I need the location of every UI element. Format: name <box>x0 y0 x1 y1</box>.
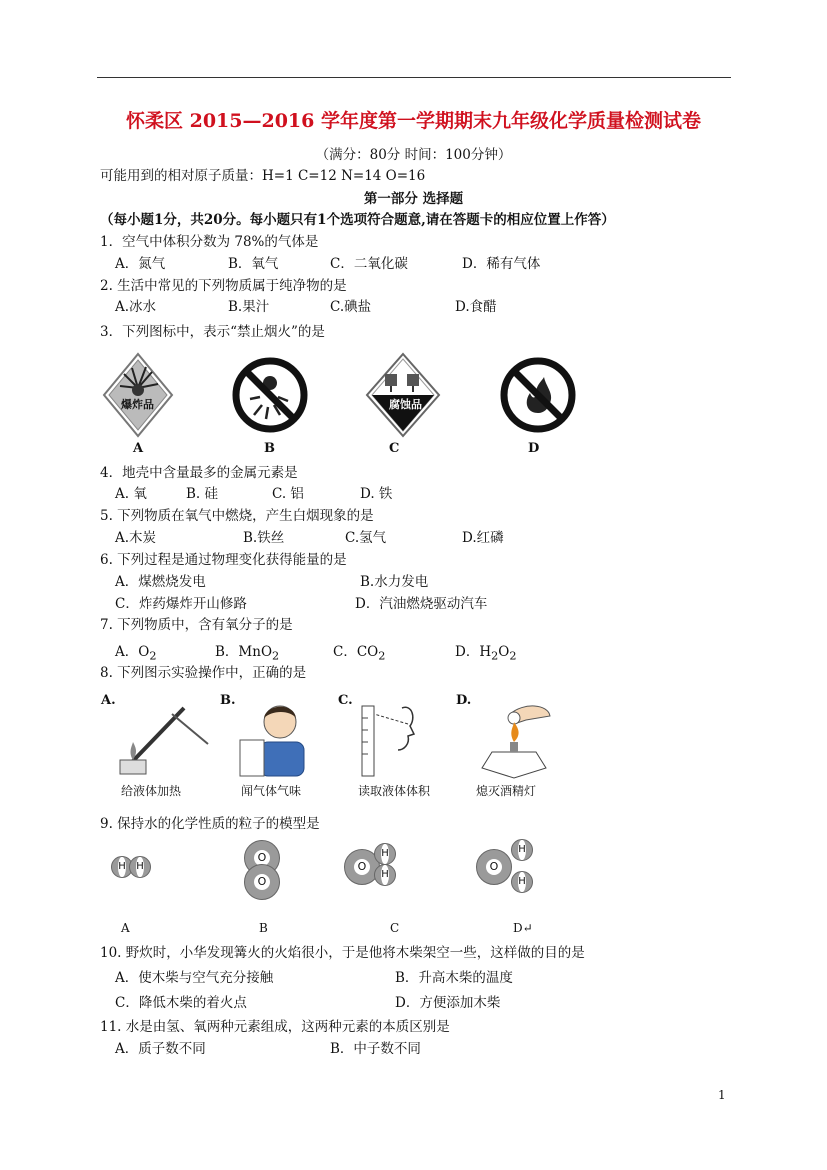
q8-letter-c: C. <box>338 693 353 708</box>
reading-volume-figure[interactable] <box>352 700 432 784</box>
q9-b-oxygen-atom-2[interactable]: O <box>244 864 280 900</box>
q9-label-b: B <box>259 921 268 935</box>
q1-option-d[interactable]: D．稀有气体 <box>462 256 541 272</box>
q4-option-c[interactable]: C. 铝 <box>272 486 304 502</box>
q4-option-b[interactable]: B. 硅 <box>186 486 219 502</box>
q10-option-a[interactable]: A．使木柴与空气充分接触 <box>115 970 274 986</box>
question-6-stem: 6. 下列过程是通过物理变化获得能量的是 <box>100 552 347 568</box>
q9-c-oxygen-atom[interactable]: O <box>344 849 380 885</box>
q7-option-d-sub2: 2 <box>509 649 517 663</box>
q1-option-b[interactable]: B．氧气 <box>228 256 279 272</box>
smelling-gas-figure[interactable] <box>238 700 310 782</box>
q6-option-d[interactable]: D．汽油燃烧驱动汽车 <box>355 596 488 612</box>
q9-a-hydrogen-atom-2[interactable]: H <box>129 856 151 878</box>
q7-option-d-sub: 2 <box>491 649 499 663</box>
header-rule <box>97 77 731 78</box>
heating-liquid-figure[interactable] <box>112 700 212 784</box>
question-11-stem: 11. 水是由氢、氧两种元素组成，这两种元素的本质区别是 <box>100 1019 450 1035</box>
question-9-stem: 9. 保持水的化学性质的粒子的模型是 <box>100 816 320 832</box>
q7-option-d-mid: O <box>498 644 510 660</box>
q8-letter-b: B. <box>220 693 236 708</box>
question-10-stem: 10. 野炊时，小华发现篝火的火焰很小，于是他将木柴架空一些，这样做的目的是 <box>100 945 585 961</box>
corrosive-sign-text: 腐蚀品 <box>389 398 422 411</box>
q7-option-b-text: B．MnO <box>215 644 273 660</box>
explosive-sign-text: 爆炸品 <box>121 398 154 411</box>
question-5-stem: 5. 下列物质在氧气中燃烧，产生白烟现象的是 <box>100 508 374 524</box>
q7-option-a-text: A．O <box>115 644 150 660</box>
q4-option-a[interactable]: A. 氧 <box>115 486 147 502</box>
q5-option-a[interactable]: A.木炭 <box>115 530 157 546</box>
q2-option-c[interactable]: C.碘盐 <box>330 299 372 315</box>
question-8-stem: 8. 下列图示实验操作中，正确的是 <box>100 665 307 681</box>
extinguishing-lamp-figure[interactable] <box>470 698 554 784</box>
q8-caption-a: 给液体加热 <box>121 784 182 798</box>
score-time: （满分：80分 时间：100分钟） <box>315 147 512 163</box>
q3-label-a: A <box>133 441 144 456</box>
q10-option-c[interactable]: C．降低木柴的着火点 <box>115 995 247 1011</box>
q3-label-d: D <box>528 441 540 456</box>
question-1-stem: 1．空气中体积分数为 78%的气体是 <box>100 234 319 250</box>
q2-option-b[interactable]: B.果汁 <box>228 299 270 315</box>
q7-option-d-text: D．H <box>455 644 492 660</box>
q8-caption-c: 读取液体体积 <box>358 784 431 798</box>
q6-option-c[interactable]: C．炸药爆炸开山修路 <box>115 596 247 612</box>
q9-c-hydrogen-atom-1[interactable]: H <box>374 843 396 865</box>
exam-title: 怀柔区 2015—2016 学年度第一学期期末九年级化学质量检测试卷 <box>126 110 701 132</box>
q5-option-d[interactable]: D.红磷 <box>462 530 504 546</box>
atomic-masses: 可能用到的相对原子质量：H=1 C=12 N=14 O=16 <box>100 168 426 184</box>
q7-option-c[interactable] <box>333 643 385 666</box>
q9-label-c: C <box>390 921 400 935</box>
q7-option-a-sub: 2 <box>149 649 157 663</box>
q1-option-c[interactable]: C．二氧化碳 <box>330 256 408 272</box>
q2-option-a[interactable]: A.冰水 <box>115 299 157 315</box>
q6-option-a[interactable]: A．煤燃烧发电 <box>115 574 206 590</box>
q2-option-d[interactable]: D.食醋 <box>455 299 497 315</box>
q9-a-hydrogen-atom-1[interactable]: H <box>111 856 133 878</box>
q7-option-c-sub: 2 <box>378 649 386 663</box>
q7-option-c-text: C．CO <box>333 644 379 660</box>
q6-option-b[interactable]: B.水力发电 <box>360 574 429 590</box>
q8-caption-b: 闻气体气味 <box>241 784 302 798</box>
page-number: 1 <box>718 1088 726 1102</box>
q10-option-b[interactable]: B．升高木柴的温度 <box>395 970 513 986</box>
q3-label-c: C <box>389 441 400 456</box>
section-title: 第一部分 选择题 <box>363 191 464 207</box>
q4-option-d[interactable]: D. 铁 <box>360 486 393 502</box>
question-4-stem: 4．地壳中含量最多的金属元素是 <box>100 465 298 481</box>
q8-letter-a: A. <box>101 693 116 708</box>
question-3-stem: 3．下列图标中，表示“禁止烟火”的是 <box>100 324 325 340</box>
q8-letter-d: D. <box>456 693 472 708</box>
q7-option-b[interactable] <box>215 643 279 666</box>
question-2-stem: 2. 生活中常见的下列物质属于纯净物的是 <box>100 278 347 294</box>
q9-d-oxygen-atom[interactable]: O <box>476 849 512 885</box>
q9-label-a: A <box>121 921 130 935</box>
q5-option-b[interactable]: B.铁丝 <box>243 530 285 546</box>
q7-option-b-sub: 2 <box>272 649 280 663</box>
question-7-stem: 7. 下列物质中，含有氧分子的是 <box>100 617 293 633</box>
q10-option-d[interactable]: D．方便添加木柴 <box>395 995 501 1011</box>
section-instruction: （每小题1分，共20分。每小题只有1个选项符合题意,请在答题卡的相应位置上作答） <box>100 212 615 228</box>
q9-label-d: D↵ <box>513 921 533 935</box>
q8-caption-d: 熄灭酒精灯 <box>476 784 537 798</box>
q5-option-c[interactable]: C.氢气 <box>345 530 387 546</box>
q9-c-hydrogen-atom-2[interactable]: H <box>374 864 396 886</box>
q3-label-b: B <box>264 441 275 456</box>
q1-option-a[interactable]: A．氮气 <box>115 256 166 272</box>
q11-option-a[interactable]: A．质子数不同 <box>115 1041 206 1057</box>
q7-option-d[interactable] <box>455 643 517 666</box>
no-fire-sign-icon[interactable] <box>500 357 576 437</box>
q9-d-hydrogen-atom-1[interactable]: H <box>511 839 533 861</box>
q9-d-hydrogen-atom-2[interactable]: H <box>511 871 533 893</box>
q11-option-b[interactable]: B．中子数不同 <box>330 1041 421 1057</box>
no-fireworks-sign-icon[interactable] <box>232 357 308 437</box>
q7-option-a[interactable] <box>115 643 157 666</box>
q9-b-oxygen-atom-1[interactable]: O <box>244 840 280 876</box>
